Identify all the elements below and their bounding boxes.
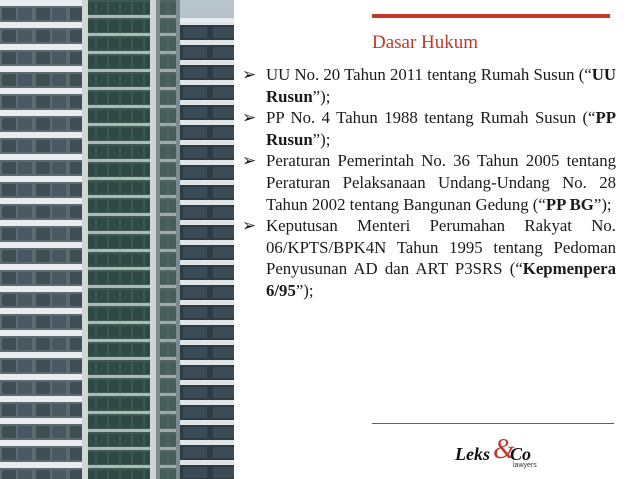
list-item — [242, 215, 616, 301]
slide-title: Dasar Hukum — [372, 32, 479, 53]
item-defined-term: Kepmenpera 6/95 — [266, 259, 616, 300]
item-text: Keputusan Menteri Perumahan Rakyat No. 06/KPTS/BPK4N Tahun 1995 tentang Pedoman Penyusunan AD dan ART P3SRS (“ — [266, 216, 616, 279]
item-defined-term: PP Rusun — [266, 108, 616, 149]
item-defined-term: UU Rusun — [266, 65, 616, 106]
item-defined-term: PP BG — [545, 194, 594, 214]
list-item — [242, 107, 616, 150]
bottom-divider — [372, 423, 614, 424]
item-text: Peraturan Pemerintah No. 36 Tahun 2005 tentang Peraturan Pelaksanaan Undang-Undang No. 28 Tahun 2002 tentang Bangunan Gedung (“ — [266, 151, 616, 214]
logo-tagline: lawyers — [513, 462, 537, 469]
item-text: PP No. 4 Tahun 1988 tentang Rumah Susun (“ — [266, 108, 596, 128]
arrowhead-bullet-icon: ➢ — [242, 151, 257, 171]
item-text: UU No. 20 Tahun 2011 tentang Rumah Susun (“ — [266, 65, 592, 84]
logo-ampersand: & — [493, 434, 515, 465]
legal-basis-list — [242, 64, 616, 302]
list-item — [242, 64, 616, 107]
apartment-building-photo — [0, 0, 234, 479]
logo-leks: Leks — [455, 444, 490, 464]
item-text-end: ”); — [593, 194, 612, 214]
list-item — [242, 150, 616, 215]
logo-co: Co — [510, 444, 532, 464]
top-accent-bar — [372, 0, 610, 18]
item-text-end: ”); — [312, 129, 331, 149]
item-text-end: ”); — [312, 86, 331, 106]
item-text-end: ”); — [295, 280, 314, 300]
arrowhead-bullet-icon: ➢ — [242, 108, 257, 128]
arrowhead-bullet-icon: ➢ — [242, 65, 257, 84]
arrowhead-bullet-icon: ➢ — [242, 216, 257, 236]
